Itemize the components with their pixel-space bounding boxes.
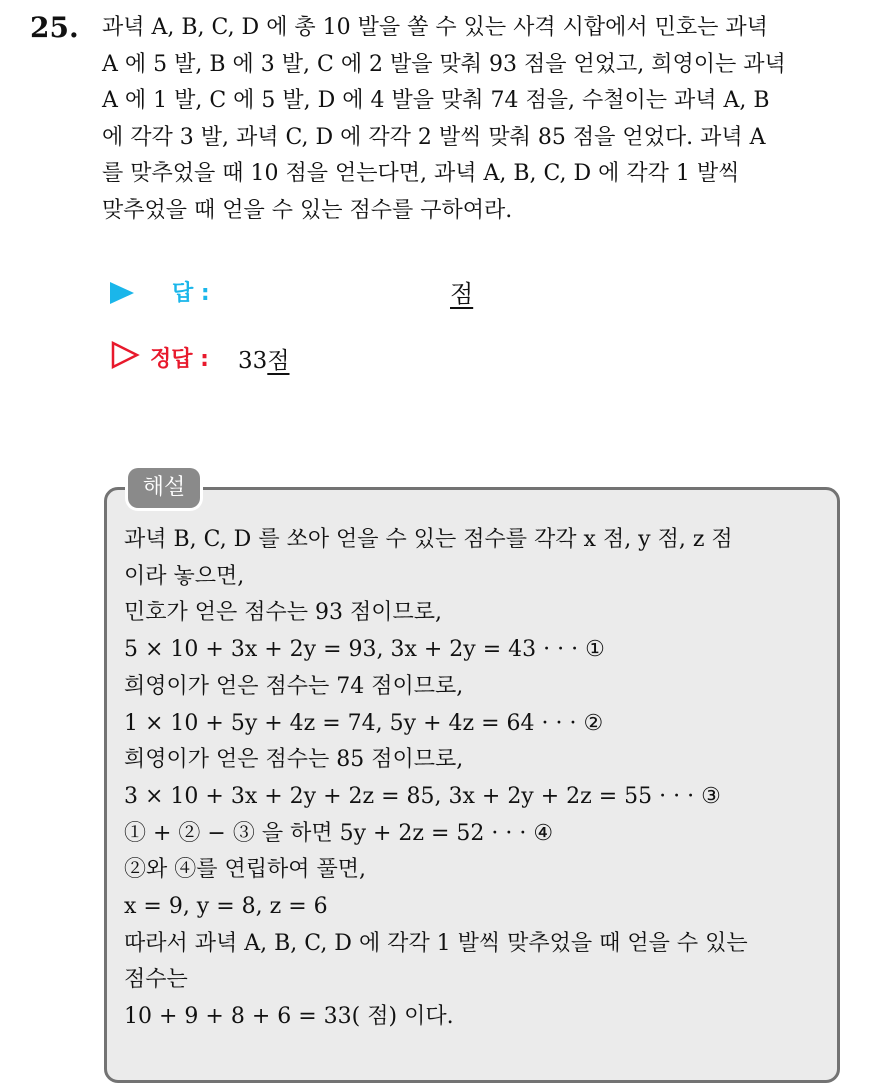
solution-line: 희영이가 얻은 점수는 85 점이므로, bbox=[124, 747, 464, 773]
outline-play-icon bbox=[110, 340, 140, 370]
problem-text bbox=[102, 10, 872, 229]
correct-answer-row bbox=[110, 338, 610, 382]
solution-line: 따라서 과녁 A, B, C, D 에 각각 1 발씩 맞추었을 때 얻을 수 있는 bbox=[124, 930, 748, 956]
solution-line: 점수는 bbox=[124, 967, 188, 993]
correct-answer-label: 정답 : bbox=[150, 347, 209, 372]
solution-line: 민호가 얻은 점수는 93 점이므로, bbox=[124, 600, 442, 626]
answer-label: 답 : bbox=[172, 281, 210, 306]
solution-line: 희영이가 얻은 점수는 74 점이므로, bbox=[124, 673, 464, 699]
solution-line: ②와 ④를 연립하여 풀면, bbox=[124, 857, 366, 883]
equation-line: x = 9, y = 8, z = 6 bbox=[124, 894, 328, 920]
equation-line: 10 + 9 + 8 + 6 = 33( 점) 이다. bbox=[124, 1004, 454, 1030]
problem-line: 맞추었을 때 얻을 수 있는 점수를 구하여라. bbox=[102, 197, 513, 223]
problem-line: 를 맞추었을 때 10 점을 얻는다면, 과녁 A, B, C, D 에 각각 1 발씩 bbox=[102, 161, 740, 186]
problem-line: 에 각각 3 발, 과녁 C, D 에 각각 2 발씩 맞춰 85 점을 얻었다. 과녁 A bbox=[102, 124, 766, 150]
problem-line: 과녁 A, B, C, D 에 총 10 발을 쏠 수 있는 사격 시합에서 민호는 과녁 bbox=[102, 15, 768, 40]
equation-line: ① + ② − ③ 을 하면 5y + 2z = 52 · · · ④ bbox=[124, 820, 554, 846]
problem-line: A 에 5 발, B 에 3 발, C 에 2 발을 맞춰 93 점을 얻었고, 희영이는 과녁 bbox=[102, 51, 786, 77]
equation-line: 3 × 10 + 3x + 2y + 2z = 85, 3x + 2y + 2z = 55 · · · ③ bbox=[124, 783, 721, 809]
equation-line: 1 × 10 + 5y + 4z = 74, 5y + 4z = 64 · · · ② bbox=[124, 710, 604, 736]
answer-row bbox=[110, 272, 610, 316]
correct-answer bbox=[238, 342, 290, 375]
problem-number: 25. bbox=[30, 11, 79, 44]
solution-line: 이라 놓으면, bbox=[124, 563, 245, 589]
problem-line: A 에 1 발, C 에 5 발, D 에 4 발을 맞춰 74 점을, 수철이는 과녁 A, B bbox=[102, 88, 770, 113]
solution-line: 과녁 B, C, D 를 쏘아 얻을 수 있는 점수를 각각 x 점, y 점, z 점 bbox=[124, 527, 733, 552]
correct-answer-unit: 점 bbox=[267, 348, 290, 374]
filled-play-icon bbox=[110, 282, 134, 304]
equation-line: 5 × 10 + 3x + 2y = 93, 3x + 2y = 43 · · · ① bbox=[124, 637, 605, 663]
answer-unit: 점 bbox=[450, 280, 474, 308]
solution-tab: 해설 bbox=[128, 468, 200, 508]
solution-text bbox=[124, 522, 834, 1036]
correct-answer-value: 33 bbox=[238, 348, 268, 374]
